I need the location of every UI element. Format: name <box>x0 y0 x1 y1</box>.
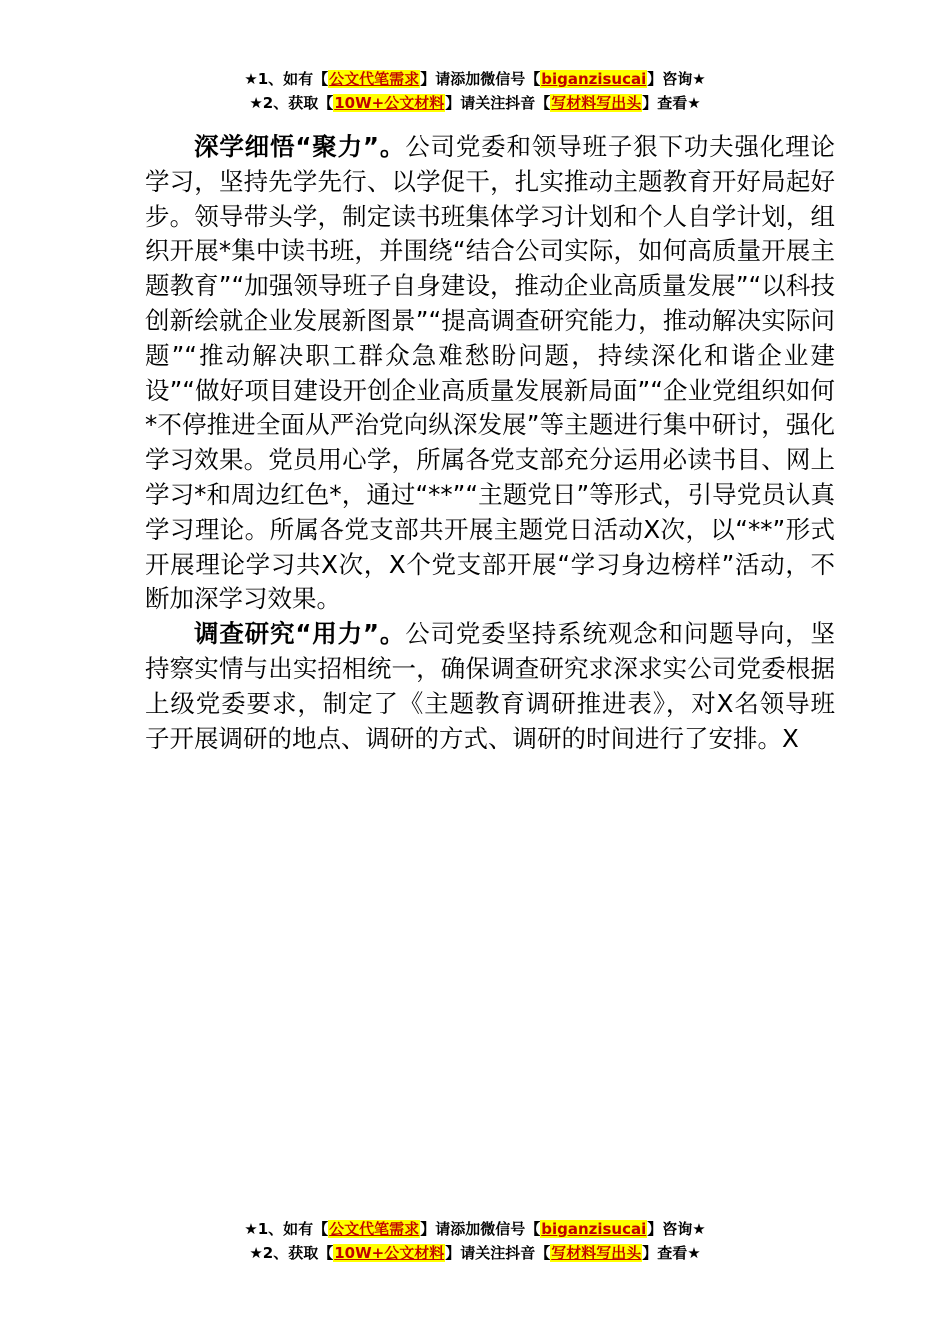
paragraph-text: 公司党委和领导班子狠下功夫强化理论学习，坚持先学先行、以学促干，扎实推动主题教育开好局起好步。领导带头学，制定读书班集体学习计划和个人自学计划，组织开展*集中读书班，并围绕“结合公司实际，如何高质量开展主题教育”“加强领导班子自身建设，推动企业高质量发展”“以科技创新绘就企业发展新图景”“提高调查研究能力，推动解决实际问题”“推动解决职工群众急难愁盼问题，持续深化和谐企业建设”“做好项目建设开创企业高质量发展新局面”“企业党组织如何*不停推进全面从严治党向纵深发展”等主题进行集中研讨，强化学习效果。党员用心学，所属各党支部充分运用必读书目、网上学习*和周边红色*，通过“**”“主题党日”等形式，引导党员认真学习理论。所属各党支部共开展主题党日活动X次，以“**”形式开展理论学习共X次，X个党支部开展“学习身边榜样”活动，不断加深学习效果。 <box>145 132 835 614</box>
highlight-wechat-id: biganzisucai <box>541 1220 647 1238</box>
banner-text: 】请添加微信号【 <box>420 70 541 88</box>
banner-text: 】咨询★ <box>647 1220 706 1238</box>
highlight-materials: 10W+公文材料 <box>334 1244 445 1262</box>
banner-text: ★2、获取【 <box>249 1244 334 1262</box>
banner-text: 】请关注抖音【 <box>445 94 551 112</box>
banner-line-1 <box>0 67 950 91</box>
highlight-douyin: 写材料写出头 <box>551 1244 642 1262</box>
highlight-service: 公文代笔需求 <box>329 70 420 88</box>
paragraph-text: 公司党委坚持系统观念和问题导向，坚持察实情与出实招相统一，确保调查研究求深求实公司党委根据上级党委要求，制定了《主题教育调研推进表》，对X名领导班子开展调研的地点、调研的方式、调研的时间进行了安排。X <box>145 619 835 753</box>
banner-text: ★2、获取【 <box>249 94 334 112</box>
highlight-wechat-id: biganzisucai <box>541 70 647 88</box>
highlight-douyin: 写材料写出头 <box>551 94 642 112</box>
banner-text: 】咨询★ <box>647 70 706 88</box>
banner-text: ★1、如有【 <box>244 1220 329 1238</box>
footer-banner <box>0 1217 950 1265</box>
highlight-service: 公文代笔需求 <box>329 1220 420 1238</box>
banner-text: 】请关注抖音【 <box>445 1244 551 1262</box>
banner-line-2 <box>0 91 950 115</box>
document-body <box>145 130 835 756</box>
header-banner <box>0 67 950 115</box>
banner-text: 】请添加微信号【 <box>420 1220 541 1238</box>
banner-text: 】查看★ <box>642 1244 701 1262</box>
highlight-materials: 10W+公文材料 <box>334 94 445 112</box>
banner-text: 】查看★ <box>642 94 701 112</box>
paragraph <box>145 130 835 617</box>
banner-line-1 <box>0 1217 950 1241</box>
paragraph <box>145 617 835 756</box>
banner-text: ★1、如有【 <box>244 70 329 88</box>
paragraph-heading: 调查研究“用力”。 <box>194 619 406 649</box>
banner-line-2 <box>0 1241 950 1265</box>
paragraph-heading: 深学细悟“聚力”。 <box>194 132 406 161</box>
